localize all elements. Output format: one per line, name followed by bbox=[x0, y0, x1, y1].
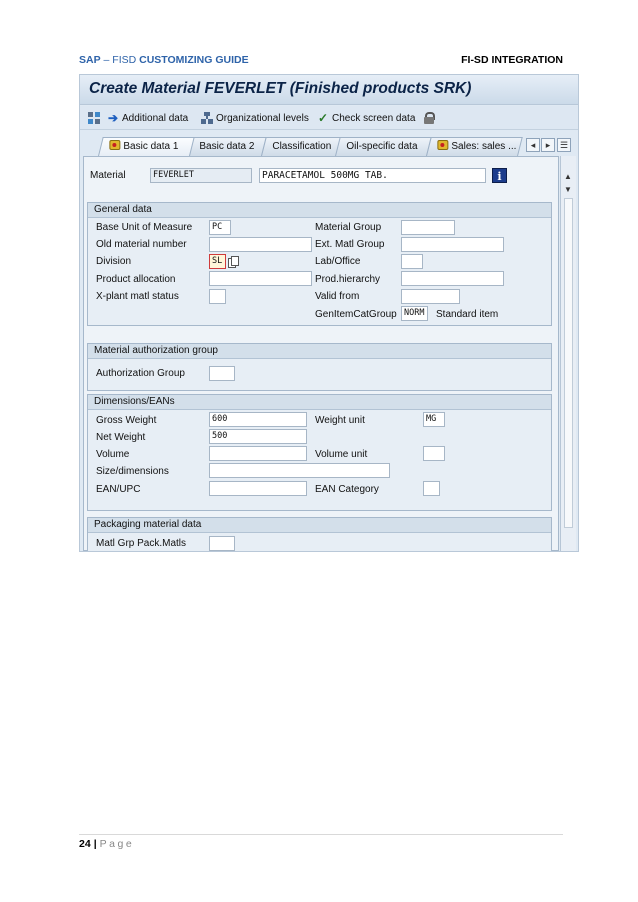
ean-category-label: EAN Category bbox=[315, 484, 379, 495]
window-title: Create Material FEVERLET (Finished products SRK) bbox=[89, 80, 472, 97]
sap-window bbox=[79, 74, 579, 552]
size-dimensions-field[interactable] bbox=[209, 463, 390, 478]
ean-upc-label: EAN/UPC bbox=[96, 484, 141, 495]
base-uom-label: Base Unit of Measure bbox=[96, 222, 193, 233]
info-icon[interactable]: i bbox=[492, 168, 507, 183]
valid-from-label: Valid from bbox=[315, 291, 360, 302]
net-weight-label: Net Weight bbox=[96, 432, 146, 443]
scroll-up-icon[interactable]: ▲ bbox=[564, 172, 572, 181]
tab-content-panel bbox=[83, 156, 559, 551]
xplant-status-label: X-plant matl status bbox=[96, 291, 179, 302]
group-title: General data bbox=[88, 203, 551, 218]
volume-field[interactable] bbox=[209, 446, 307, 461]
scroll-down-icon[interactable]: ▼ bbox=[564, 185, 572, 194]
dimensions-eans-group bbox=[87, 394, 552, 511]
volume-unit-label: Volume unit bbox=[315, 449, 368, 460]
volume-label: Volume bbox=[96, 449, 130, 460]
additional-data-button[interactable] bbox=[107, 110, 188, 126]
ext-matl-group-field[interactable] bbox=[401, 237, 504, 252]
authorization-group-field[interactable] bbox=[209, 366, 235, 381]
lab-office-label: Lab/Office bbox=[315, 256, 361, 267]
ean-category-field[interactable] bbox=[423, 481, 440, 496]
application-toolbar bbox=[80, 106, 578, 130]
material-group-field[interactable] bbox=[401, 220, 455, 235]
scrollbar-thumb[interactable] bbox=[564, 198, 573, 528]
general-data-group bbox=[87, 202, 552, 326]
gen-item-cat-group-text: Standard item bbox=[436, 309, 499, 320]
valid-from-field[interactable] bbox=[401, 289, 460, 304]
product-allocation-label: Product allocation bbox=[96, 274, 176, 285]
document-header bbox=[79, 54, 563, 70]
tab-list-button[interactable]: ☰ bbox=[557, 138, 571, 152]
guide-title: SAP – FISD CUSTOMIZING GUIDE bbox=[79, 54, 249, 66]
checkmark-icon: ✓ bbox=[317, 111, 329, 125]
tab-classification[interactable]: Classification bbox=[261, 137, 342, 156]
prod-hierarchy-label: Prod.hierarchy bbox=[315, 274, 381, 285]
group-title: Dimensions/EANs bbox=[88, 395, 551, 410]
view-icon bbox=[437, 140, 448, 150]
organizational-levels-button[interactable] bbox=[201, 110, 309, 126]
group-title: Material authorization group bbox=[88, 344, 551, 359]
old-material-number-field[interactable] bbox=[209, 237, 312, 252]
title-bar bbox=[80, 75, 578, 105]
tab-basic-data-1[interactable]: Basic data 1 bbox=[98, 137, 195, 156]
xplant-status-field[interactable] bbox=[209, 289, 226, 304]
gross-weight-field[interactable]: 600 bbox=[209, 412, 307, 427]
tab-scroll-left-button[interactable]: ◂ bbox=[526, 138, 540, 152]
prod-hierarchy-field[interactable] bbox=[401, 271, 504, 286]
check-screen-data-button[interactable] bbox=[317, 110, 415, 126]
vertical-scrollbar[interactable] bbox=[560, 156, 576, 551]
material-number-field[interactable]: FEVERLET bbox=[150, 168, 252, 183]
net-weight-field[interactable]: 500 bbox=[209, 429, 307, 444]
gen-item-cat-group-field[interactable]: NORM bbox=[401, 306, 428, 321]
group-title: Packaging material data bbox=[88, 518, 551, 533]
gen-item-cat-group-label: GenItemCatGroup bbox=[315, 309, 397, 320]
page-word: Page bbox=[99, 838, 135, 850]
weight-unit-field[interactable]: MG bbox=[423, 412, 445, 427]
page-number: 24 bbox=[79, 838, 91, 850]
footer-separator: | bbox=[93, 838, 97, 850]
tab-scroll-right-button[interactable]: ▸ bbox=[541, 138, 555, 152]
check-screen-data-label: Check screen data bbox=[332, 112, 416, 124]
material-label: Material bbox=[90, 170, 126, 181]
lock-icon bbox=[423, 112, 435, 124]
lab-office-field[interactable] bbox=[401, 254, 423, 269]
material-grid-icon bbox=[88, 112, 100, 124]
arrow-right-icon: ➔ bbox=[107, 111, 119, 125]
ean-upc-field[interactable] bbox=[209, 481, 307, 496]
authorization-group-box bbox=[87, 343, 552, 391]
tab-strip bbox=[80, 136, 578, 156]
tab-oil-specific-data[interactable]: Oil-specific data bbox=[335, 137, 432, 156]
footer-divider bbox=[79, 834, 563, 835]
old-material-number-label: Old material number bbox=[96, 239, 187, 250]
size-dimensions-label: Size/dimensions bbox=[96, 466, 169, 477]
organizational-levels-label: Organizational levels bbox=[216, 112, 309, 124]
section-title: FI-SD INTEGRATION bbox=[461, 54, 563, 66]
additional-data-label: Additional data bbox=[122, 112, 189, 124]
matl-grp-pack-label: Matl Grp Pack.Matls bbox=[96, 538, 187, 549]
matl-grp-pack-field[interactable] bbox=[209, 536, 235, 551]
volume-unit-field[interactable] bbox=[423, 446, 445, 461]
weight-unit-label: Weight unit bbox=[315, 415, 365, 426]
org-levels-icon bbox=[201, 112, 213, 124]
material-description-field[interactable]: PARACETAMOL 500MG TAB. bbox=[259, 168, 486, 183]
ext-matl-group-label: Ext. Matl Group bbox=[315, 239, 385, 250]
view-icon bbox=[109, 140, 120, 150]
tab-basic-data-2[interactable]: Basic data 2 bbox=[188, 137, 267, 156]
base-uom-field[interactable]: PC bbox=[209, 220, 231, 235]
material-grid-button[interactable] bbox=[88, 110, 103, 126]
division-field[interactable]: SL bbox=[209, 254, 226, 269]
tab-sales-org[interactable]: Sales: sales ... bbox=[426, 137, 523, 156]
gross-weight-label: Gross Weight bbox=[96, 415, 157, 426]
page-footer bbox=[79, 838, 134, 850]
lock-button[interactable] bbox=[423, 110, 438, 126]
division-label: Division bbox=[96, 256, 132, 267]
material-group-label: Material Group bbox=[315, 222, 382, 233]
copy-icon[interactable] bbox=[228, 256, 238, 267]
packaging-material-group bbox=[87, 517, 552, 552]
product-allocation-field[interactable] bbox=[209, 271, 312, 286]
authorization-group-label: Authorization Group bbox=[96, 368, 185, 379]
